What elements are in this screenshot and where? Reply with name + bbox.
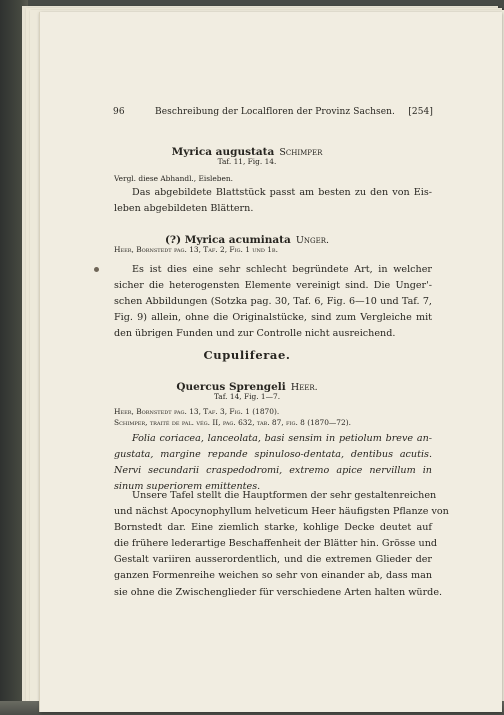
literature-reference: Heer, Bornstedt pag. 13, Taf. 2, Fig. 1 und 1b. — [114, 245, 278, 254]
book-page — [40, 12, 502, 712]
paragraph-myrica-augustata — [114, 185, 432, 217]
family-heading: Cupuliferae. — [203, 348, 291, 362]
species-author: Heer. — [290, 382, 318, 393]
text-line: sie ohne die Zwischenglieder für verschiedene Arten halten würde. — [114, 586, 443, 598]
species-name: Quercus Sprengeli — [176, 381, 286, 393]
text-line: Bornstedt dar. Eine ziemlich starke, kohlige Decke deutet auf — [114, 522, 432, 534]
text-line: Fig. 9) allein, ohne die Originalstücke, sind zum Vergleiche mit — [114, 312, 432, 324]
text-line: Es ist dies eine sehr schlecht begründete Art, in welcher — [132, 264, 432, 275]
text-line: Unsere Tafel stellt die Hauptformen der sehr gestaltenreichen — [132, 490, 437, 501]
text-line: den übrigen Funden und zur Controlle nicht ausreichend. — [114, 328, 396, 340]
text-line: Gestalt variiren ausserordentlich, und die extremen Glieder der — [114, 554, 432, 566]
species-author: Schimper — [279, 147, 323, 158]
text-line: ganzen Formenreihe weichen so sehr von einander ab, dass man — [114, 570, 432, 582]
latin-diagnosis — [114, 431, 432, 495]
text-line: Folia coriacea, lanceolata, basi sensim in petiolum breve an- — [132, 433, 432, 444]
species-author: Unger. — [295, 235, 330, 246]
species-name: Myrica augustata — [171, 146, 275, 158]
paper-spot — [94, 267, 99, 272]
text-line: sicher die heterogensten Elemente vereinigt sind. Die Unger'- — [114, 280, 432, 292]
text-line: gustata, margine repande spinuloso-dentata, dentibus acutis. — [114, 449, 432, 461]
text-line: sinum superiorem emittentes. — [114, 481, 261, 493]
plate-reference: Taf. 11, Fig. 14. — [217, 157, 277, 166]
text-line: und nächst Apocynophyllum helveticum Heer häufigsten Pflanze von — [114, 506, 449, 518]
text-line: die frühere lederartige Beschaffenheit der Blätter hin. Grösse und — [114, 538, 438, 550]
paragraph-myrica-acuminata — [114, 262, 432, 342]
text-line: Nervi secundarii craspedodromi, extremo apice nervillum in — [114, 465, 432, 477]
text-line: schen Abbildungen (Sotzka pag. 30, Taf. 6, Fig. 6—10 und Taf. 7, — [114, 296, 432, 308]
paragraph-quercus-sprengeli — [114, 488, 449, 601]
running-title: Beschreibung der Localfloren der Provinz Sachsen. — [155, 107, 395, 117]
text-line: leben abgebildeten Blättern. — [114, 203, 254, 215]
bracket-page-number: [254] — [408, 107, 433, 117]
plate-reference: Taf. 14, Fig. 1—7. — [213, 392, 281, 401]
page-number: 96 — [113, 107, 125, 117]
literature-reference: Heer, Bornstedt pag. 13, Taf. 3, Fig. 1 (1870). — [114, 407, 280, 416]
species-name: (?) Myrica acuminata — [164, 234, 291, 246]
literature-reference: Vergl. diese Abhandl., Eisleben. — [114, 174, 233, 183]
text-line: Das abgebildete Blattstück passt am besten zu den von Eis- — [132, 187, 432, 198]
literature-reference: Schimper, traité de pal. vég. II, pag. 632, tab. 87, fig. 8 (1870—72). — [114, 418, 351, 427]
